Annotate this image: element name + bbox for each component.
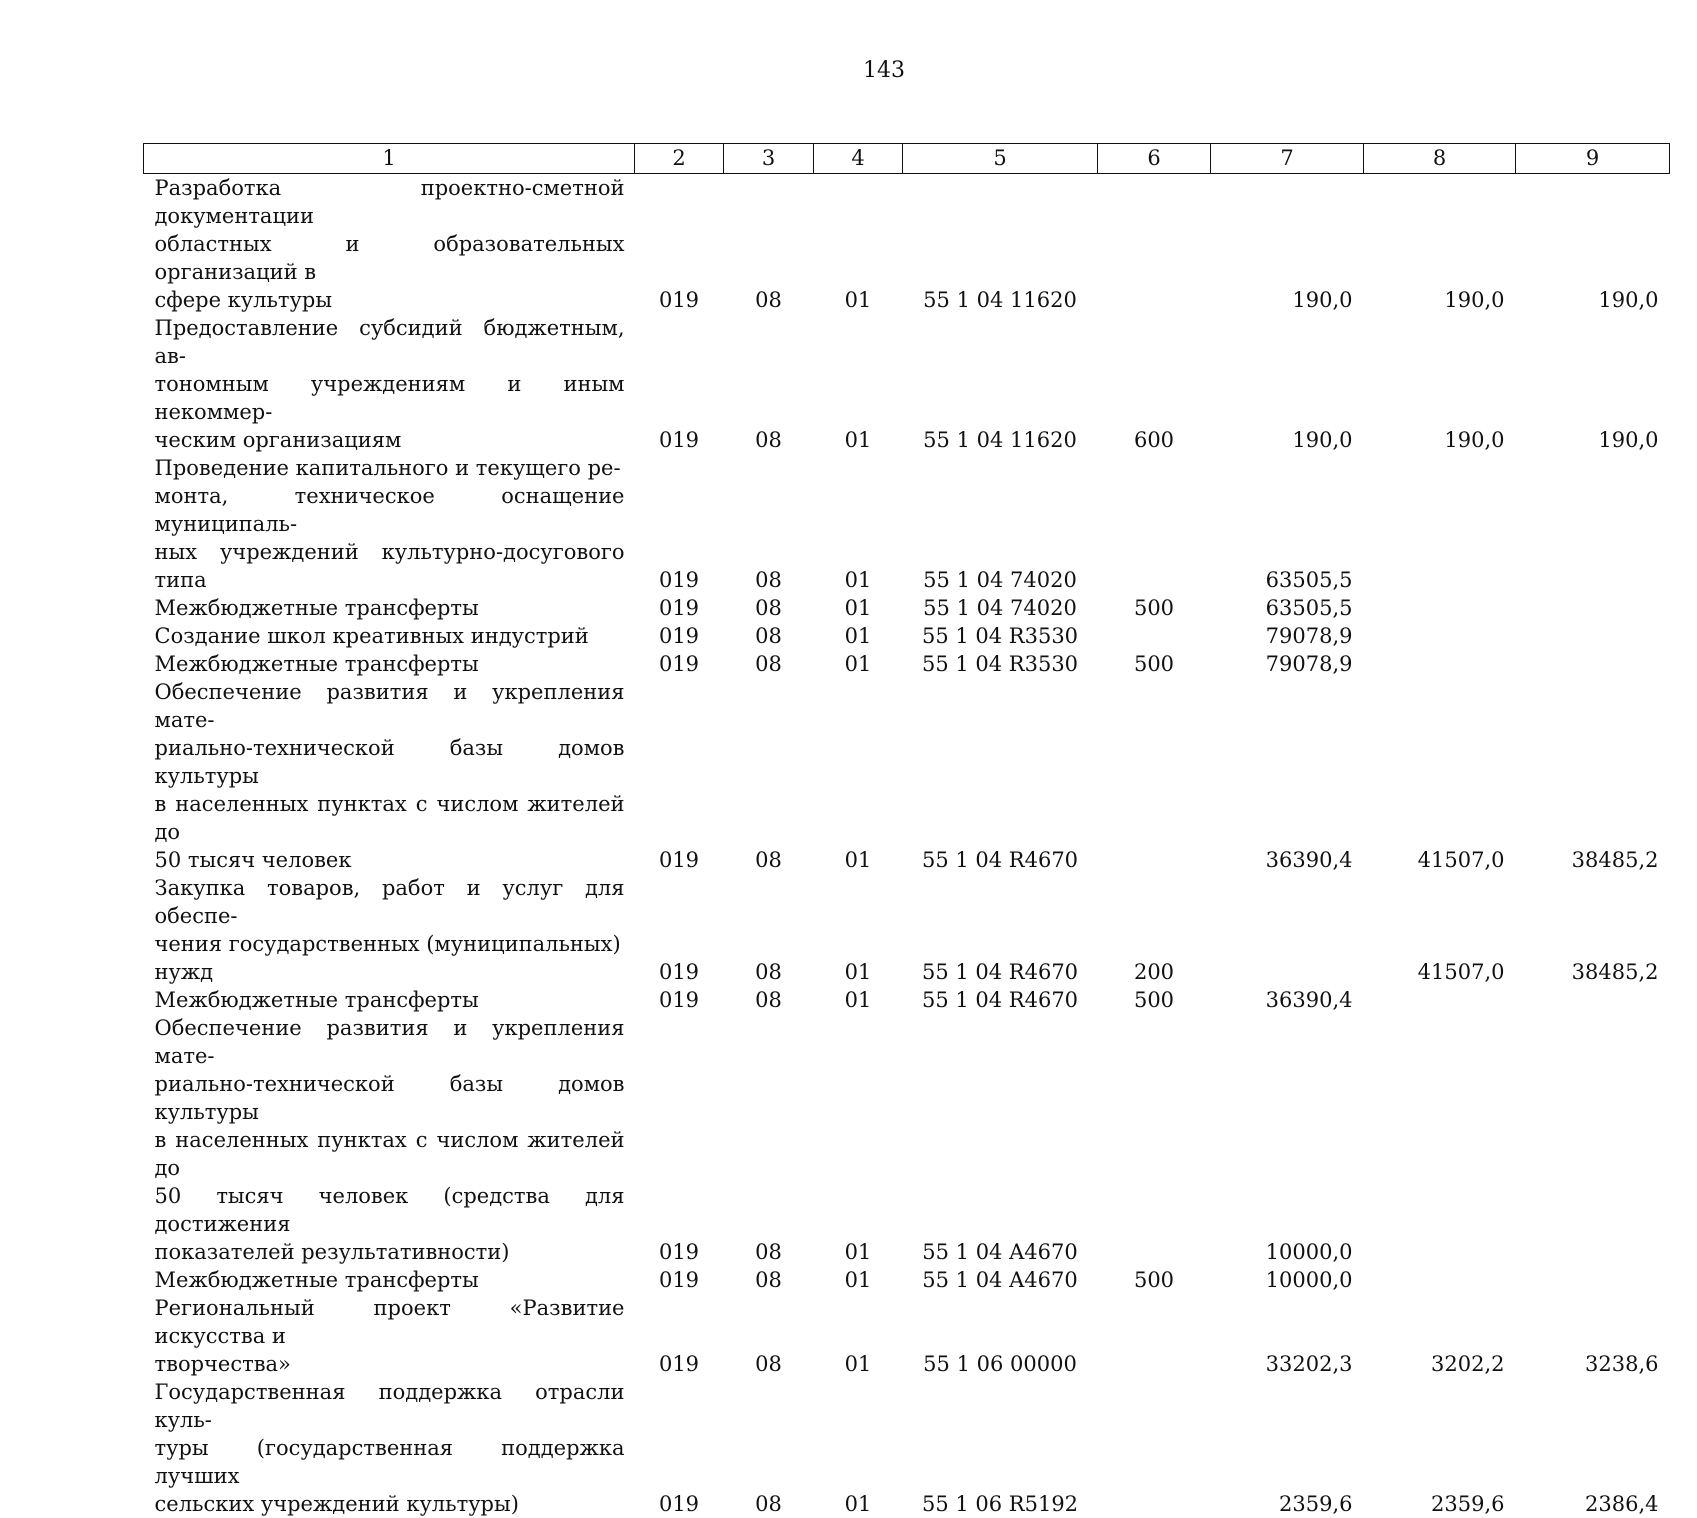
cell-amount-col7: 63505,5 bbox=[1211, 594, 1364, 622]
header-cell: 5 bbox=[903, 144, 1098, 174]
cell-amount-col7: 36390,4 bbox=[1211, 678, 1364, 874]
description-line: Межбюджетные трансферты bbox=[155, 650, 625, 678]
cell-ministry: 019 bbox=[635, 594, 724, 622]
cell-amount-col9 bbox=[1516, 1014, 1670, 1266]
cell-subsection: 01 bbox=[814, 454, 903, 594]
cell-section: 08 bbox=[724, 174, 814, 315]
cell-subsection: 01 bbox=[814, 678, 903, 874]
cell-description bbox=[144, 174, 635, 315]
cell-amount-col9: 2386,4 bbox=[1516, 1378, 1670, 1518]
cell-amount-col9 bbox=[1516, 594, 1670, 622]
cell-amount-col8: 41507,0 bbox=[1364, 874, 1516, 986]
header-cell: 2 bbox=[635, 144, 724, 174]
cell-description bbox=[144, 594, 635, 622]
description-line: сельских учреждений культуры) bbox=[155, 1490, 625, 1518]
cell-amount-col9: 3238,6 bbox=[1516, 1294, 1670, 1378]
cell-amount-col8 bbox=[1364, 454, 1516, 594]
cell-target-article: 55 1 04 74020 bbox=[903, 454, 1098, 594]
cell-expense-type bbox=[1098, 678, 1211, 874]
cell-ministry: 019 bbox=[635, 874, 724, 986]
cell-section: 08 bbox=[724, 986, 814, 1014]
cell-expense-type bbox=[1098, 454, 1211, 594]
header-cell: 1 bbox=[144, 144, 635, 174]
description-line: в населенных пунктах с числом жителей до bbox=[155, 790, 625, 846]
page-number: 143 bbox=[0, 58, 1697, 84]
description-line: в населенных пунктах с числом жителей до bbox=[155, 1126, 625, 1182]
cell-amount-col7: 190,0 bbox=[1211, 314, 1364, 454]
cell-description bbox=[144, 1266, 635, 1294]
cell-subsection: 01 bbox=[814, 622, 903, 650]
cell-expense-type bbox=[1098, 1294, 1211, 1378]
table-body bbox=[144, 174, 1670, 1518]
description-line: Проведение капитального и текущего ре- bbox=[155, 454, 625, 482]
description-line: Обеспечение развития и укрепления мате- bbox=[155, 1014, 625, 1070]
cell-amount-col7: 79078,9 bbox=[1211, 622, 1364, 650]
cell-amount-col7 bbox=[1211, 874, 1364, 986]
cell-ministry: 019 bbox=[635, 1378, 724, 1518]
cell-description bbox=[144, 986, 635, 1014]
cell-amount-col9: 38485,2 bbox=[1516, 874, 1670, 986]
cell-amount-col9 bbox=[1516, 454, 1670, 594]
cell-expense-type: 500 bbox=[1098, 594, 1211, 622]
cell-ministry: 019 bbox=[635, 314, 724, 454]
cell-section: 08 bbox=[724, 874, 814, 986]
cell-subsection: 01 bbox=[814, 314, 903, 454]
cell-amount-col9 bbox=[1516, 650, 1670, 678]
cell-description bbox=[144, 874, 635, 986]
cell-target-article: 55 1 04 11620 bbox=[903, 314, 1098, 454]
cell-section: 08 bbox=[724, 1266, 814, 1294]
cell-section: 08 bbox=[724, 454, 814, 594]
table-row bbox=[144, 874, 1670, 986]
description-line: творчества» bbox=[155, 1350, 625, 1378]
description-line: 50 тысяч человек bbox=[155, 846, 625, 874]
description-line: чения государственных (муниципальных) bbox=[155, 930, 625, 958]
cell-amount-col9 bbox=[1516, 622, 1670, 650]
cell-amount-col7: 79078,9 bbox=[1211, 650, 1364, 678]
cell-section: 08 bbox=[724, 1014, 814, 1266]
cell-amount-col7: 10000,0 bbox=[1211, 1266, 1364, 1294]
description-line: Региональный проект «Развитие искусства и bbox=[155, 1294, 625, 1350]
cell-section: 08 bbox=[724, 1294, 814, 1378]
table-row bbox=[144, 986, 1670, 1014]
cell-amount-col8 bbox=[1364, 986, 1516, 1014]
cell-description bbox=[144, 454, 635, 594]
table-row bbox=[144, 1266, 1670, 1294]
cell-amount-col8: 190,0 bbox=[1364, 174, 1516, 315]
cell-description bbox=[144, 314, 635, 454]
cell-amount-col9: 190,0 bbox=[1516, 314, 1670, 454]
cell-ministry: 019 bbox=[635, 622, 724, 650]
table-row bbox=[144, 622, 1670, 650]
description-line: монта, техническое оснащение муниципаль- bbox=[155, 482, 625, 538]
cell-amount-col8: 2359,6 bbox=[1364, 1378, 1516, 1518]
cell-amount-col8 bbox=[1364, 622, 1516, 650]
cell-amount-col8: 190,0 bbox=[1364, 314, 1516, 454]
table-row bbox=[144, 1294, 1670, 1378]
description-line: туры (государственная поддержка лучших bbox=[155, 1434, 625, 1490]
table-header-row bbox=[144, 144, 1670, 174]
cell-target-article: 55 1 06 00000 bbox=[903, 1294, 1098, 1378]
header-cell: 3 bbox=[724, 144, 814, 174]
description-line: Предоставление субсидий бюджетным, ав- bbox=[155, 314, 625, 370]
description-line: Разработка проектно-сметной документации bbox=[155, 174, 625, 230]
cell-section: 08 bbox=[724, 1378, 814, 1518]
cell-target-article: 55 1 04 A4670 bbox=[903, 1266, 1098, 1294]
cell-target-article: 55 1 04 R4670 bbox=[903, 986, 1098, 1014]
description-line: риально-технической базы домов культуры bbox=[155, 734, 625, 790]
cell-subsection: 01 bbox=[814, 174, 903, 315]
cell-target-article: 55 1 04 11620 bbox=[903, 174, 1098, 315]
cell-amount-col9 bbox=[1516, 986, 1670, 1014]
header-cell: 6 bbox=[1098, 144, 1211, 174]
cell-subsection: 01 bbox=[814, 1378, 903, 1518]
cell-amount-col8 bbox=[1364, 1014, 1516, 1266]
table-row bbox=[144, 1014, 1670, 1266]
description-line: Обеспечение развития и укрепления мате- bbox=[155, 678, 625, 734]
cell-amount-col7: 10000,0 bbox=[1211, 1014, 1364, 1266]
description-line: ных учреждений культурно-досугового типа bbox=[155, 538, 625, 594]
cell-subsection: 01 bbox=[814, 1014, 903, 1266]
description-line: Создание школ креативных индустрий bbox=[155, 622, 625, 650]
cell-amount-col7: 33202,3 bbox=[1211, 1294, 1364, 1378]
cell-amount-col8 bbox=[1364, 650, 1516, 678]
table-row bbox=[144, 454, 1670, 594]
description-line: Закупка товаров, работ и услуг для обеспе- bbox=[155, 874, 625, 930]
cell-section: 08 bbox=[724, 678, 814, 874]
cell-subsection: 01 bbox=[814, 650, 903, 678]
cell-description bbox=[144, 1294, 635, 1378]
cell-ministry: 019 bbox=[635, 1294, 724, 1378]
cell-ministry: 019 bbox=[635, 454, 724, 594]
description-line: Межбюджетные трансферты bbox=[155, 1266, 625, 1294]
description-line: Государственная поддержка отрасли куль- bbox=[155, 1378, 625, 1434]
description-line: 50 тысяч человек (средства для достижения bbox=[155, 1182, 625, 1238]
cell-section: 08 bbox=[724, 650, 814, 678]
cell-description bbox=[144, 622, 635, 650]
cell-amount-col7: 2359,6 bbox=[1211, 1378, 1364, 1518]
table-row bbox=[144, 650, 1670, 678]
cell-amount-col9 bbox=[1516, 1266, 1670, 1294]
description-line: тономным учреждениям и иным некоммер- bbox=[155, 370, 625, 426]
cell-subsection: 01 bbox=[814, 1294, 903, 1378]
cell-amount-col7: 36390,4 bbox=[1211, 986, 1364, 1014]
cell-amount-col9: 38485,2 bbox=[1516, 678, 1670, 874]
cell-amount-col7: 63505,5 bbox=[1211, 454, 1364, 594]
cell-subsection: 01 bbox=[814, 874, 903, 986]
cell-expense-type bbox=[1098, 174, 1211, 315]
description-line: областных и образовательных организаций в bbox=[155, 230, 625, 286]
table-row bbox=[144, 314, 1670, 454]
budget-table bbox=[143, 143, 1670, 1518]
description-line: Межбюджетные трансферты bbox=[155, 986, 625, 1014]
header-cell: 9 bbox=[1516, 144, 1670, 174]
cell-target-article: 55 1 04 R4670 bbox=[903, 874, 1098, 986]
cell-amount-col8: 41507,0 bbox=[1364, 678, 1516, 874]
cell-description bbox=[144, 1378, 635, 1518]
header-cell: 7 bbox=[1211, 144, 1364, 174]
table-row bbox=[144, 594, 1670, 622]
cell-subsection: 01 bbox=[814, 986, 903, 1014]
cell-ministry: 019 bbox=[635, 678, 724, 874]
cell-amount-col9: 190,0 bbox=[1516, 174, 1670, 315]
cell-expense-type bbox=[1098, 1378, 1211, 1518]
table-row bbox=[144, 174, 1670, 315]
description-line: ческим организациям bbox=[155, 426, 625, 454]
cell-amount-col8: 3202,2 bbox=[1364, 1294, 1516, 1378]
description-line: нужд bbox=[155, 958, 625, 986]
description-line: Межбюджетные трансферты bbox=[155, 594, 625, 622]
cell-expense-type bbox=[1098, 1014, 1211, 1266]
cell-description bbox=[144, 650, 635, 678]
description-line: риально-технической базы домов культуры bbox=[155, 1070, 625, 1126]
cell-expense-type: 500 bbox=[1098, 1266, 1211, 1294]
cell-target-article: 55 1 04 74020 bbox=[903, 594, 1098, 622]
cell-amount-col8 bbox=[1364, 594, 1516, 622]
cell-amount-col7: 190,0 bbox=[1211, 174, 1364, 315]
cell-description bbox=[144, 1014, 635, 1266]
cell-expense-type: 200 bbox=[1098, 874, 1211, 986]
cell-target-article: 55 1 06 R5192 bbox=[903, 1378, 1098, 1518]
cell-ministry: 019 bbox=[635, 174, 724, 315]
header-cell: 8 bbox=[1364, 144, 1516, 174]
cell-ministry: 019 bbox=[635, 1266, 724, 1294]
cell-target-article: 55 1 04 A4670 bbox=[903, 1014, 1098, 1266]
header-cell: 4 bbox=[814, 144, 903, 174]
cell-expense-type: 600 bbox=[1098, 314, 1211, 454]
table-row bbox=[144, 1378, 1670, 1518]
cell-expense-type bbox=[1098, 622, 1211, 650]
cell-subsection: 01 bbox=[814, 594, 903, 622]
cell-expense-type: 500 bbox=[1098, 650, 1211, 678]
cell-ministry: 019 bbox=[635, 650, 724, 678]
cell-description bbox=[144, 678, 635, 874]
cell-section: 08 bbox=[724, 622, 814, 650]
description-line: сфере культуры bbox=[155, 286, 625, 314]
cell-amount-col8 bbox=[1364, 1266, 1516, 1294]
cell-target-article: 55 1 04 R3530 bbox=[903, 622, 1098, 650]
description-line: показателей результативности) bbox=[155, 1238, 625, 1266]
cell-section: 08 bbox=[724, 594, 814, 622]
cell-section: 08 bbox=[724, 314, 814, 454]
table-row bbox=[144, 678, 1670, 874]
cell-subsection: 01 bbox=[814, 1266, 903, 1294]
cell-expense-type: 500 bbox=[1098, 986, 1211, 1014]
cell-ministry: 019 bbox=[635, 1014, 724, 1266]
cell-ministry: 019 bbox=[635, 986, 724, 1014]
cell-target-article: 55 1 04 R3530 bbox=[903, 650, 1098, 678]
cell-target-article: 55 1 04 R4670 bbox=[903, 678, 1098, 874]
